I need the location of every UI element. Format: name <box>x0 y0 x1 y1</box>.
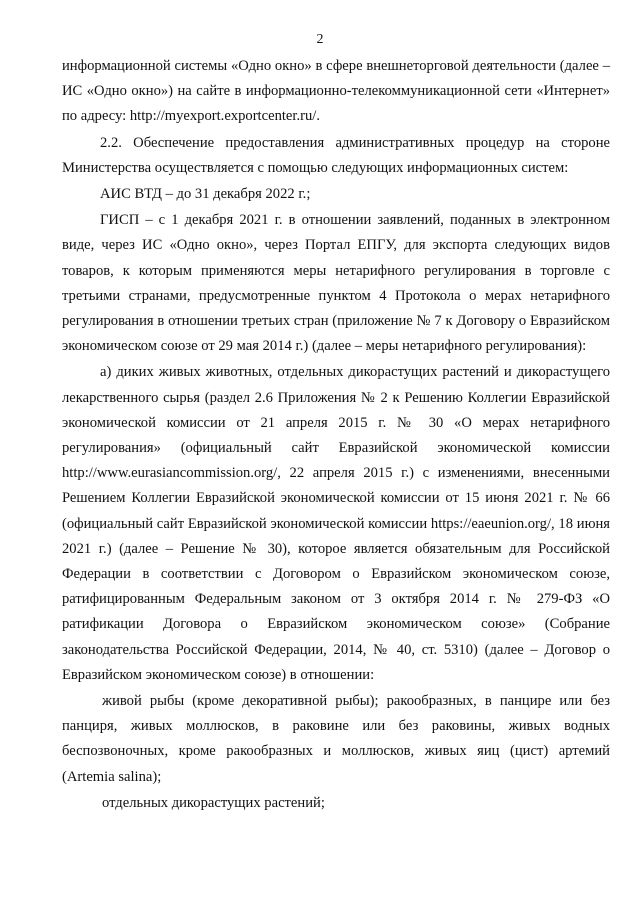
page-number: 2 <box>316 32 324 47</box>
paragraph-gisp: ГИСП – с 1 декабря 2021 г. в отношении заявлений, поданных в электронном виде, через ИС «Одно окно», через Портал ЕПГУ, для экспорта следующих видов товаров, к которым применяются меры нетарифного регулирования в торговле с третьими странами, предусмотренные пунктом 4 Протокола о мерах нетарифного регулирования в отношении третьих стран (приложение № 7 к Договору о Евразийском экономическом союзе от 29 мая 2014 г.) (далее – меры нетарифного регулирования): <box>62 212 610 355</box>
paragraph-2-2: 2.2. Обеспечение предоставления административных процедур на стороне Министерства осуществляется с помощью следующих информационных систем: <box>62 134 610 176</box>
paragraph-live-fish: живой рыбы (кроме декоративной рыбы); ракообразных, в панцире или без панциря, живых моллюсков, в раковине или без раковины, живых водных беспозвоночных, кроме ракообразных и моллюсков, живых яиц (цист) артемий (Artemia salina); <box>62 693 610 785</box>
paragraph-wild-plants: отдельных дикорастущих растений; <box>102 794 325 811</box>
document-body <box>62 54 610 816</box>
paragraph-item-a: а) диких живых животных, отдельных дикорастущих растений и дикорастущего лекарственного сырья (раздел 2.6 Приложения № 2 к Решению Коллегии Евразийской экономической комиссии от 21 апреля 2015 г. № 30 «О мерах нетарифного регулирования» (официальный сайт Евразийской экономической комиссии http://www.eurasiancommission.org/, 22 апреля 2015 г.) с изменениями, внесенными Решением Коллегии Евразийской экономической комиссии от 15 июня 2021 г. № 66 (официальный сайт Евразийской экономической комиссии https://eaeunion.org/, 18 июня 2021 г.) (далее – Решение № 30), которое является обязательным для Российской Федерации в соответствии с Договором о Евразийском экономическом союзе, ратифицированным Федеральным законом от 3 октября 2014 г. № 279-ФЗ «О ратификации Договора о Евразийском экономическом союзе» (Собрание законодательства Российской Федерации, 2014, № 40, ст. 5310) (далее – Договор о Евразийском экономическом союзе) в отношении: <box>62 364 610 683</box>
paragraph-ic-one-window: информационной системы «Одно окно» в сфере внешнеторговой деятельности (далее – ИС «Одно окно») на сайте в информационно-телекоммуникационной сети «Интернет» по адресу: http://myexport.exportcenter.ru/. <box>62 58 610 125</box>
paragraph-ais-vtd: АИС ВТД – до 31 декабря 2022 г.; <box>100 186 311 203</box>
